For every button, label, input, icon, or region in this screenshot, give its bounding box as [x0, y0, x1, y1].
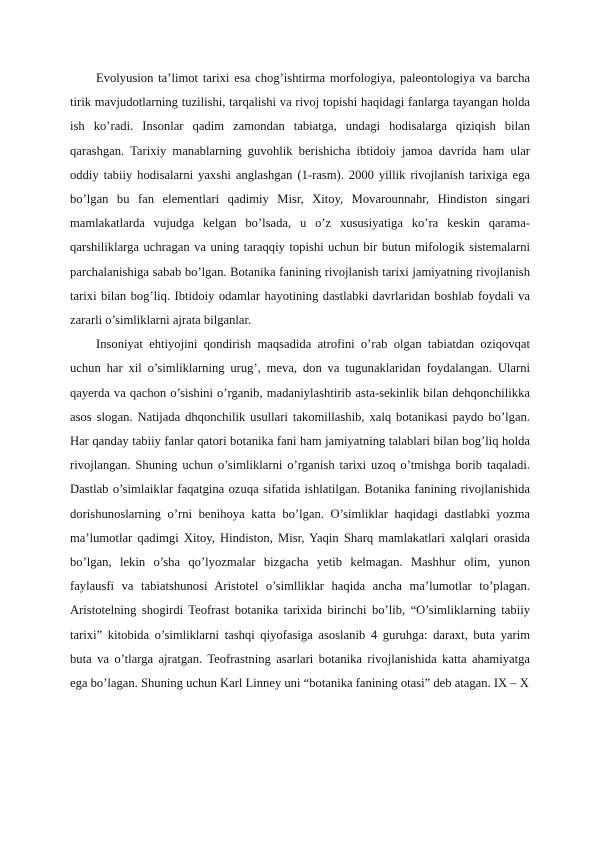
body-text: [70, 66, 530, 695]
paragraph-botany-history: Insoniyat ehtiyojini qondirish maqsadida atrofini o’rab olgan tabiatdan oziqovqat uchun har xil o’simliklarning urug’, meva, don va tugunaklaridan foydalangan. Ularni qayerda va qachon o’sishini o’rganib, madaniylashtirib asta-sekinlik bilan dehqonchilikka asos slogan. Natijada dhqonchilik usullari takomillashib, xalq botanikasi paydo bo’lgan. Har qanday tabiiy fanlar qatori botanika fani ham jamiyatning talablari bilan bog’liq holda rivojlangan. Shuning uchun o’simliklarni o’rganish tarixi uzoq o’tmishga borib taqaladi. Dastlab o’simlaiklar faqatgina ozuqa sifatida ishlatilgan. Botanika fanining rivojlanishida dorishunoslarning o’rni benihoya katta bo’lgan. O’simliklar haqidagi dastlabki yozma ma’lumotlar qadimgi Xitoy, Hindiston, Misr, Yaqin Sharq mamlakatlari xalqlari orasida bo’lgan, lekin o’sha qo’lyozmalar bizgacha yetib kelmagan. Mashhur olim, yunon faylausfi va tabiatshunosi Aristotel o’simlliklar haqida ancha ma’lumotlar to’plagan. Aristotelning shogirdi Teofrast botanika tarixida birinchi bo’lib, “O’simliklarning tabiiy tarixi” kitobida o’simliklarni tashqi qiyofasiga asoslanib 4 guruhga: daraxt, buta yarim buta va o’tlarga ajratgan. Teofrastning asarlari botanika rivojlanishida katta ahamiyatga ega bo’lagan. Shuning uchun Karl Linney uni “botanika fanining otasi” deb atagan. IX – X: [70, 337, 530, 691]
paragraph-evolution-history: Evolyusion ta’limot tarixi esa chog’ishtirma morfologiya, paleontologiya va barcha tirik mavjudotlarning tuzilishi, tarqalishi va rivoj topishi haqidagi fanlarga tayangan holda ish ko’radi. Insonlar qadim zamondan tabiatga, undagi hodisalarga qiziqish bilan qarashgan. Tarixiy manablarning guvohlik berishicha ibtidoiy jamoa davrida ham ular oddiy tabiiy hodisalarni yaxshi anglashgan (1-rasm). 2000 yillik rivojlanish tarixiga ega bo’lgan bu fan elementlari qadimiy Misr, Xitoy, Movarounnahr, Hindiston singari mamlakatlarda vujudga kelgan bo’lsada, u o’z xususiyatiga ko’ra keskin qarama-qarshiliklarga uchragan va uning taraqqiy topishi uchun bir butun mifologik sistemalarni parchalanishiga sabab bo’lgan. Botanika fanining rivojlanish tarixi jamiyatning rivojlanish tarixi bilan bog’liq. Ibtidoiy odamlar hayotining dastlabki davrlaridan boshlab foydali va zararli o’simliklarni ajrata bilganlar.: [70, 71, 530, 328]
